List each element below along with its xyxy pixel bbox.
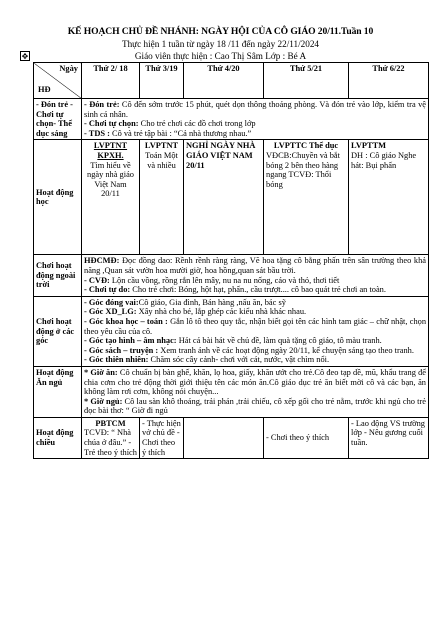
row-label-learning: Hoạt động học (34, 140, 82, 255)
meal-sleep-text: Cô lau sàn khô thoáng, trải phản ,trải chiếu, cô xếp gối cho trẻ nằm, trước khi ngủ cho trẻ đọc bài thơ: “ Giờ đi ngủ (84, 396, 426, 416)
meal-sleep-head: * Giờ ngủ: (84, 396, 123, 406)
afternoon-thu: - Chơi theo ý thích (264, 417, 349, 458)
meal-content (82, 366, 429, 417)
day-header-thu: Thứ 5/21 (264, 63, 349, 99)
learning-thu-head: LVPTTC Thể dục (273, 141, 339, 151)
learning-thu-body: VĐCB:Chuyền và bắt bóng 2 bên theo hàng ngang TCVĐ: Thổi bóng (266, 150, 340, 189)
learning-mon-head: LVPTNT KPXH. (93, 141, 128, 160)
header-row (34, 63, 429, 99)
afternoon-fri: - Lao động VS trường lớp - Nêu gương cuối tuần. (349, 417, 429, 458)
welcome-arrival-text: Cô đến sớm trước 15 phút, quét dọn thông thoáng phòng. Và đón trẻ vào lớp, kiểm tra vệ sinh cá nhân. (84, 100, 426, 119)
corner-build-text: Xây nhà cho bé, lắp ghép các kiểu nhà khác nhau. (136, 307, 307, 317)
corner-nature-head: - Góc thiên nhiên: (84, 355, 149, 365)
corner-roleplay-text: Cô giáo, Gia đình, Bán hàng ,nấu ăn, bác sỹ (138, 297, 286, 307)
corner-nature-text: Chăm sóc cây cảnh- chơi với cát, nước, vật chìm nổi. (148, 355, 330, 365)
day-header-tue: Thứ 3/19 (140, 63, 184, 99)
afternoon-wed (184, 417, 264, 458)
row-label-outdoor: Chơi hoạt động ngoài trời (34, 255, 82, 296)
learning-fri-head: LVPTTM (351, 141, 387, 151)
welcome-exercise-head: - TDS : (84, 128, 110, 138)
learning-thu (264, 140, 349, 255)
corner-art-head: - Góc tạo hình – âm nhạc: (84, 336, 177, 346)
row-label-afternoon: Hoạt động chiều (34, 417, 82, 458)
learning-fri-body: DH : Cô giáo Nghe hát: Bụi phấn (351, 150, 417, 170)
corners-content (82, 296, 429, 366)
day-header-fri: Thứ 6/22 (349, 63, 429, 99)
welcome-exercise-text: Cô và trẻ tập bài : “Cả nhà thương nhau.” (109, 128, 252, 138)
afternoon-mon-head: PBTCM (95, 418, 126, 428)
corner-roleplay-head: - Góc đóng vai: (84, 297, 139, 307)
afternoon-tue: - Thực hiện vở chủ đề - Chơi theo ý thích (140, 417, 184, 458)
afternoon-row (34, 417, 429, 458)
outdoor-content (82, 255, 429, 296)
afternoon-mon (82, 417, 140, 458)
learning-tue-body: Toán Một và nhiều (145, 150, 178, 170)
welcome-freeplay-text: Cho trẻ chơi các đồ chơi trong lớp (138, 119, 256, 129)
learning-mon-body: Tìm hiểu về ngày nhà giáo Việt Nam 20/11 (87, 160, 134, 199)
welcome-content (82, 99, 429, 140)
corner-science-head: - Góc khoa học – toán : (84, 316, 168, 326)
weekly-plan-table (33, 62, 429, 459)
teacher-class-line: Giáo viên thực hiện : Cao Thị Sâm Lớp : Bé A (134, 51, 307, 61)
corner-science-text: Gắn lô tô theo quy tắc, nhận biết gọi tên các hình tam giác – chữ nhật, chọn theo yêu cầu của cô. (84, 316, 427, 336)
outdoor-purpose-head: HĐCMĐ: (84, 256, 120, 266)
learning-row (34, 140, 429, 255)
outdoor-freeplay-text: Cho trẻ chơi: Bóng, hột hạt, phấn., cầu trượt.... cô bao quát trẻ chơi an toàn. (130, 285, 386, 295)
learning-tue-head: LVPTNT (144, 141, 179, 151)
corner-activity-label: HĐ (38, 85, 51, 95)
afternoon-mon-body: TCVĐ: “ Nhà chúa ở đâu.” -Trẻ theo ý thích (84, 428, 137, 457)
corner-build-head: - Góc XD_LG: (84, 307, 137, 317)
welcome-freeplay-head: - Chơi tự chọn: (84, 119, 139, 129)
corner-day-label: Ngày (59, 64, 78, 73)
meal-eating-head: * Giờ ăn: (84, 367, 118, 377)
learning-fri (349, 140, 429, 255)
outdoor-row (34, 255, 429, 296)
row-label-meal: Hoạt động Ăn ngủ (34, 366, 82, 417)
welcome-row (34, 99, 429, 140)
day-header-mon: Thứ 2/ 18 (82, 63, 140, 99)
table-move-handle-icon[interactable]: ✥ (21, 52, 29, 61)
outdoor-freeplay-head: - Chơi tự do: (84, 285, 131, 295)
corner-cell (34, 63, 82, 99)
learning-wed (184, 140, 264, 255)
day-header-wed: Thứ 4/20 (184, 63, 264, 99)
row-label-welcome: - Đón trẻ - Chơi tự chọn- Thể dục sáng (34, 99, 82, 140)
row-label-corners: Chơi hoạt động ở các góc (34, 296, 82, 366)
outdoor-purpose-text: Đọc đồng dao: Rềnh rềnh ràng ràng, Vẽ hoa tặng cô bằng phấn trên sân trường theo khả năng ,Quan sát vườn hoa mười giờ, hoa hồng,quan sát bầu trời. (84, 256, 426, 275)
date-range-line: Thực hiện 1 tuần từ ngày 18 /11 đến ngày 22/11/2024 (121, 39, 320, 49)
outdoor-movement-text: Lộn cầu vồng, rồng rắn lên mây, nu na nu nống, cáo và thỏ, thơi tiết (109, 275, 340, 285)
learning-tue (140, 140, 184, 255)
corner-art-text: Hát cá bài hát về chủ đề, làm quà tặng cô giáo, tô màu tranh. (176, 336, 382, 346)
corner-books-head: - Góc sách – truyện : (84, 345, 159, 355)
meal-row (34, 366, 429, 417)
corners-row (34, 296, 429, 366)
meal-eating-text: Cô chuẩn bị bàn ghế, khăn, lọ hoa, giấy, khăn ướt cho trẻ.Cô đeo tạp dề, mũ, khẩu trang để chia cơm cho trẻ động thời giới thiệu tên các món ăn.Cô giáo dục trẻ ăn biết mời cô và các bạn, ăn không làm rơi cơm, không nói chuyện... (84, 367, 426, 397)
outdoor-movement-head: - CVĐ: (84, 275, 110, 285)
corner-books-text: Xem tranh ảnh về các hoạt động ngày 20/11, kể chuyện sáng tạo theo tranh. (158, 345, 414, 355)
page-title: KẾ HOẠCH CHỦ ĐỀ NHÁNH: NGÀY HỘI CỦA CÔ GIÁO 20/11.Tuần 10 (67, 26, 374, 37)
learning-mon (82, 140, 140, 255)
welcome-arrival-head: - Đón trẻ: (84, 100, 120, 109)
learning-wed-head: NGHỈ NGÀY NHÀ GIÁO VIỆT NAM 20/11 (186, 141, 256, 170)
